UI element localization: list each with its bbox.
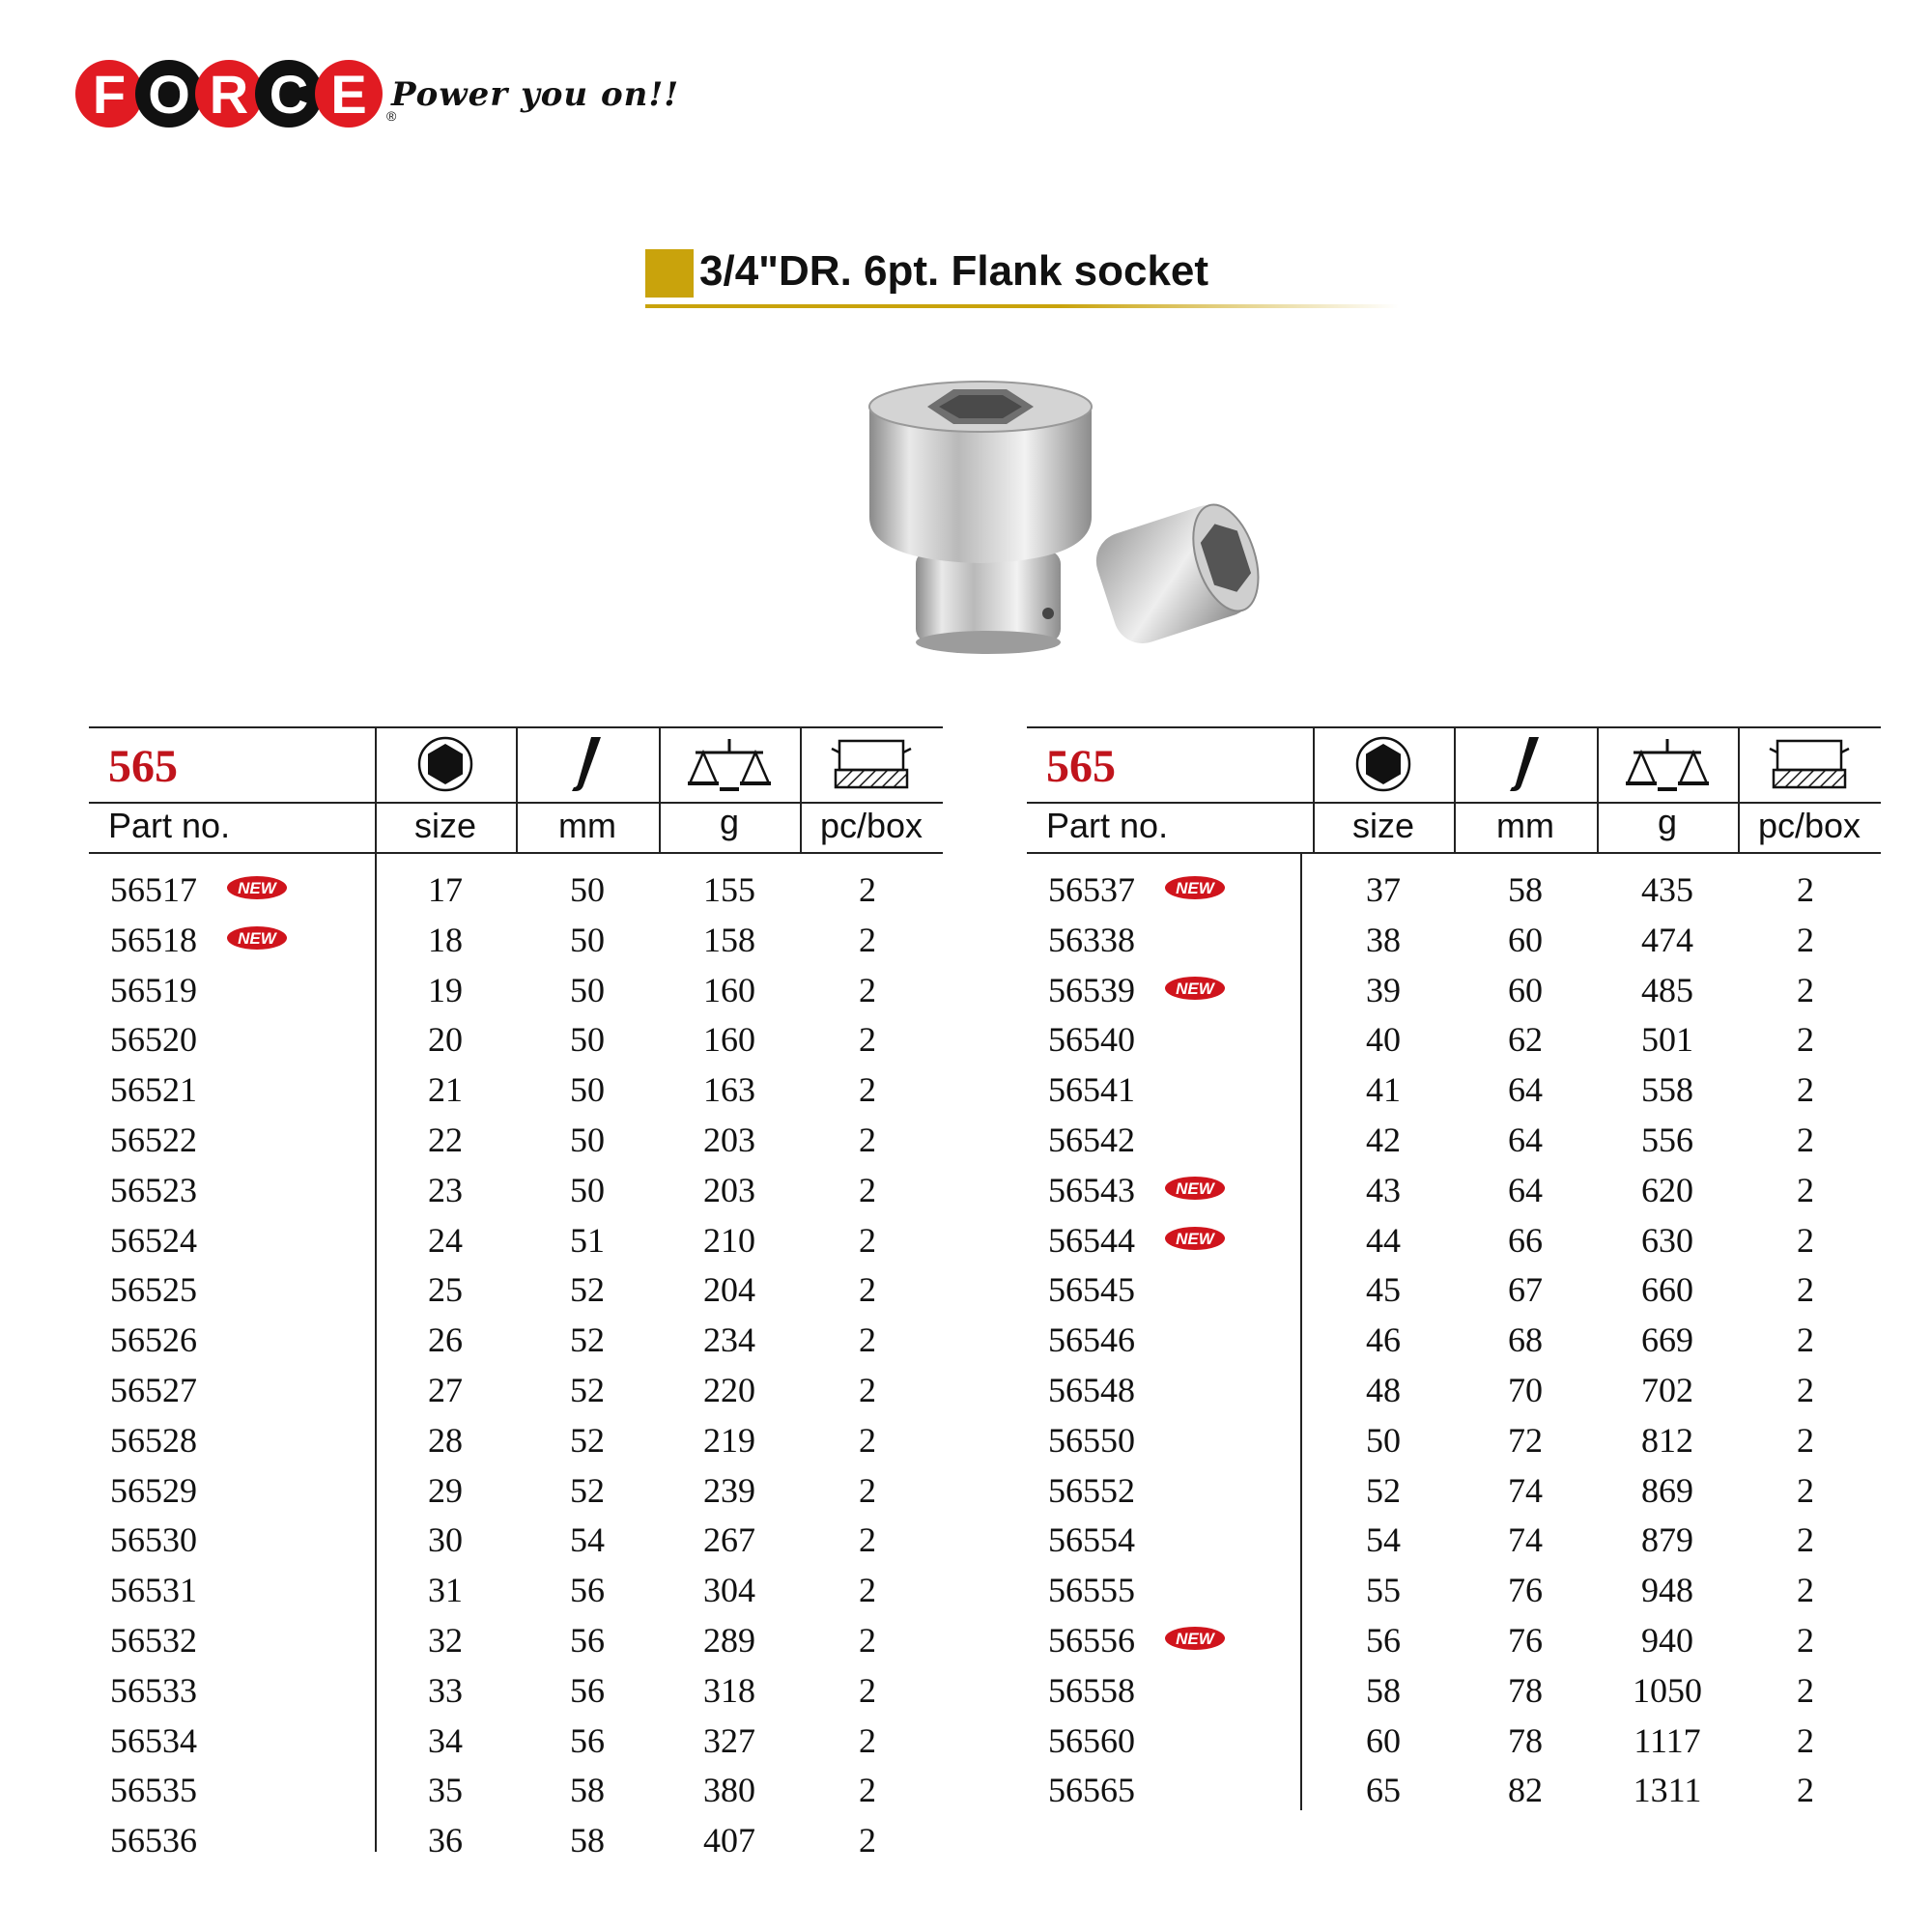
cell-pc: 2: [1797, 1270, 1814, 1310]
cell-g: 289: [703, 1621, 755, 1660]
cell-mm: 76: [1508, 1621, 1543, 1660]
cell-size: 23: [428, 1170, 463, 1209]
part-number: 56525: [110, 1270, 197, 1310]
table-row: [89, 1269, 943, 1320]
cell-g: 702: [1641, 1371, 1693, 1409]
cell-pc: 2: [1797, 1371, 1814, 1409]
table-row: [89, 1170, 943, 1220]
cell-size: 34: [428, 1720, 463, 1760]
part-number: 56520: [110, 1020, 197, 1060]
cell-size: 41: [1366, 1070, 1401, 1110]
logo-balls: [75, 60, 375, 128]
cell-g: 327: [703, 1720, 755, 1760]
cell-mm: 50: [570, 1121, 605, 1159]
cell-pc: 2: [1797, 1320, 1814, 1360]
cell-mm: 56: [570, 1571, 605, 1610]
page-title: 3/4"DR. 6pt. Flank socket: [699, 247, 1209, 295]
cell-mm: 60: [1508, 970, 1543, 1009]
cell-g: 239: [703, 1470, 755, 1510]
part-number: 56529: [110, 1470, 197, 1510]
cell-g: 234: [703, 1320, 755, 1360]
table-row: [1027, 1519, 1881, 1570]
hexagon-socket-icon: [375, 734, 516, 794]
length-l-icon: [1454, 734, 1597, 794]
hexagon-socket-icon: [1313, 734, 1454, 794]
cell-g: 1117: [1634, 1720, 1701, 1760]
cell-pc: 2: [1797, 870, 1814, 909]
cell-pc: 2: [1797, 1771, 1814, 1810]
new-badge-icon: [226, 925, 288, 951]
cell-mm: 56: [570, 1621, 605, 1660]
parts-table-left: [89, 726, 943, 1860]
cell-mm: 56: [570, 1670, 605, 1710]
table-row: [89, 1670, 943, 1720]
cell-mm: 78: [1508, 1670, 1543, 1710]
cell-size: 22: [428, 1121, 463, 1159]
cell-pc: 2: [1797, 970, 1814, 1009]
cell-g: 155: [703, 870, 755, 909]
cell-size: 21: [428, 1070, 463, 1110]
cell-pc: 2: [859, 1720, 876, 1760]
cell-pc: 2: [859, 1821, 876, 1860]
cell-size: 30: [428, 1520, 463, 1560]
title-square-icon: [645, 249, 694, 298]
part-number: 56544: [1048, 1220, 1135, 1260]
cell-pc: 2: [859, 1320, 876, 1360]
cell-size: 40: [1366, 1020, 1401, 1060]
cell-mm: 58: [1508, 870, 1543, 909]
cell-pc: 2: [859, 1571, 876, 1610]
cell-size: 32: [428, 1621, 463, 1660]
cell-g: 501: [1641, 1020, 1693, 1060]
cell-pc: 2: [859, 1771, 876, 1810]
header-g: g: [1657, 802, 1678, 841]
cell-g: 203: [703, 1121, 755, 1159]
cell-mm: 76: [1508, 1571, 1543, 1610]
part-number: 56545: [1048, 1270, 1135, 1310]
series-number: 565: [108, 741, 178, 792]
cell-size: 35: [428, 1771, 463, 1810]
table-row: [1027, 1420, 1881, 1470]
cell-size: 65: [1366, 1771, 1401, 1810]
cell-pc: 2: [1797, 1170, 1814, 1209]
part-number: 56536: [110, 1821, 197, 1860]
cell-pc: 2: [1797, 1720, 1814, 1760]
cell-pc: 2: [1797, 1520, 1814, 1560]
cell-g: 380: [703, 1771, 755, 1810]
part-number: 56560: [1048, 1720, 1135, 1760]
cell-mm: 50: [570, 1170, 605, 1209]
part-number: 56533: [110, 1670, 197, 1710]
table-row: [1027, 1620, 1881, 1670]
cell-mm: 52: [570, 1270, 605, 1310]
logo-letter: E: [315, 60, 383, 128]
table-row: [89, 1720, 943, 1771]
table-row: [89, 1320, 943, 1370]
cell-pc: 2: [859, 1470, 876, 1510]
cell-g: 304: [703, 1571, 755, 1610]
cell-mm: 58: [570, 1771, 605, 1810]
cell-mm: 74: [1508, 1470, 1543, 1510]
cell-pc: 2: [859, 1420, 876, 1460]
part-number: 56534: [110, 1720, 197, 1760]
cell-pc: 2: [859, 1270, 876, 1310]
cell-size: 26: [428, 1320, 463, 1360]
force-logo: [75, 60, 396, 128]
cell-pc: 2: [1797, 1470, 1814, 1510]
cell-pc: 2: [1797, 1571, 1814, 1610]
part-number: 56556: [1048, 1621, 1135, 1660]
part-number: 56552: [1048, 1470, 1135, 1510]
header-pc-box: pc/box: [1757, 806, 1861, 845]
part-number: 56558: [1048, 1670, 1135, 1710]
cell-pc: 2: [859, 1020, 876, 1060]
cell-pc: 2: [1797, 1121, 1814, 1159]
part-number: 56519: [110, 970, 197, 1009]
part-number: 56542: [1048, 1121, 1135, 1159]
part-number: 56543: [1048, 1170, 1135, 1209]
table-row: [89, 869, 943, 920]
table-row: [1027, 1720, 1881, 1771]
cell-mm: 74: [1508, 1520, 1543, 1560]
table-row: [1027, 1170, 1881, 1220]
part-number: 56550: [1048, 1420, 1135, 1460]
cell-size: 42: [1366, 1121, 1401, 1159]
logo-letter: F: [75, 60, 143, 128]
cell-mm: 56: [570, 1720, 605, 1760]
cell-pc: 2: [859, 1220, 876, 1260]
table-row: [89, 1470, 943, 1520]
cell-pc: 2: [859, 1070, 876, 1110]
cell-g: 879: [1641, 1520, 1693, 1560]
part-number: 56554: [1048, 1520, 1135, 1560]
part-number: 56548: [1048, 1371, 1135, 1409]
cell-size: 54: [1366, 1520, 1401, 1560]
cell-mm: 64: [1508, 1170, 1543, 1209]
part-number: 56530: [110, 1520, 197, 1560]
part-number: 56540: [1048, 1020, 1135, 1060]
cell-size: 46: [1366, 1320, 1401, 1360]
new-badge-icon: [1164, 1226, 1226, 1251]
header-g: g: [719, 802, 740, 841]
cell-size: 17: [428, 870, 463, 909]
table-row: [89, 1370, 943, 1420]
cell-g: 948: [1641, 1571, 1693, 1610]
part-number: 56535: [110, 1771, 197, 1810]
cell-g: 158: [703, 920, 755, 959]
header-mm: mm: [558, 806, 616, 845]
part-number: 56517: [110, 870, 197, 909]
table-row: [1027, 1470, 1881, 1520]
cell-pc: 2: [1797, 920, 1814, 959]
cell-mm: 66: [1508, 1220, 1543, 1260]
cell-pc: 2: [859, 1621, 876, 1660]
table-row: [89, 970, 943, 1020]
cell-g: 620: [1641, 1170, 1693, 1209]
part-number: 56523: [110, 1170, 197, 1209]
part-number: 56532: [110, 1621, 197, 1660]
cell-mm: 50: [570, 920, 605, 959]
table-row: [1027, 1320, 1881, 1370]
cell-mm: 52: [570, 1420, 605, 1460]
box-icon: [1738, 734, 1881, 794]
logo-letter: O: [135, 60, 203, 128]
cell-mm: 50: [570, 1020, 605, 1060]
cell-size: 25: [428, 1270, 463, 1310]
new-badge-text: NEW: [1176, 1178, 1214, 1198]
part-number: 56541: [1048, 1070, 1135, 1110]
slogan: Power you on!!: [391, 75, 680, 114]
cell-size: 52: [1366, 1470, 1401, 1510]
cell-size: 38: [1366, 920, 1401, 959]
cell-size: 28: [428, 1420, 463, 1460]
cell-pc: 2: [859, 1520, 876, 1560]
cell-size: 29: [428, 1470, 463, 1510]
table-row: [89, 1820, 943, 1870]
header-part-no: Part no.: [108, 806, 231, 845]
logo-letter: R: [195, 60, 263, 128]
cell-mm: 58: [570, 1821, 605, 1860]
header-mm: mm: [1496, 806, 1554, 845]
cell-size: 19: [428, 970, 463, 1009]
cell-g: 869: [1641, 1470, 1693, 1510]
cell-g: 210: [703, 1220, 755, 1260]
logo-letter: C: [255, 60, 323, 128]
header-pc-box: pc/box: [819, 806, 923, 845]
new-badge-text: NEW: [1176, 879, 1214, 897]
part-number: 56537: [1048, 870, 1135, 909]
cell-pc: 2: [1797, 1670, 1814, 1710]
part-number: 56546: [1048, 1320, 1135, 1360]
cell-size: 60: [1366, 1720, 1401, 1760]
table-row: [1027, 1770, 1881, 1820]
cell-g: 1311: [1633, 1771, 1702, 1810]
cell-mm: 52: [570, 1470, 605, 1510]
cell-mm: 51: [570, 1220, 605, 1260]
cell-mm: 70: [1508, 1371, 1543, 1409]
new-badge-icon: [1164, 875, 1226, 900]
cell-g: 203: [703, 1170, 755, 1209]
new-badge-text: NEW: [238, 879, 276, 897]
new-badge-text: NEW: [1176, 979, 1214, 998]
cell-size: 39: [1366, 970, 1401, 1009]
cell-mm: 68: [1508, 1320, 1543, 1360]
new-badge-icon: [226, 875, 288, 900]
cell-size: 44: [1366, 1220, 1401, 1260]
cell-size: 43: [1366, 1170, 1401, 1209]
table-row: [89, 1220, 943, 1270]
table-row: [1027, 1220, 1881, 1270]
cell-g: 160: [703, 970, 755, 1009]
cell-pc: 2: [859, 1670, 876, 1710]
cell-size: 58: [1366, 1670, 1401, 1710]
cell-g: 660: [1641, 1270, 1693, 1310]
cell-size: 56: [1366, 1621, 1401, 1660]
table-row: [89, 920, 943, 970]
cell-size: 31: [428, 1571, 463, 1610]
cell-size: 27: [428, 1371, 463, 1409]
cell-size: 55: [1366, 1571, 1401, 1610]
cell-g: 556: [1641, 1121, 1693, 1159]
cell-pc: 2: [1797, 1020, 1814, 1060]
box-icon: [800, 734, 943, 794]
cell-mm: 52: [570, 1371, 605, 1409]
cell-g: 435: [1641, 870, 1693, 909]
balance-scale-icon: [1597, 734, 1738, 794]
new-badge-text: NEW: [1176, 1229, 1214, 1248]
cell-size: 24: [428, 1220, 463, 1260]
table-row: [1027, 1069, 1881, 1120]
cell-size: 45: [1366, 1270, 1401, 1310]
part-number: 56528: [110, 1420, 197, 1460]
table-row: [1027, 1370, 1881, 1420]
registered-mark: ®: [386, 108, 397, 124]
cell-mm: 78: [1508, 1720, 1543, 1760]
table-row: [89, 1120, 943, 1170]
table-row: [89, 1620, 943, 1670]
part-number: 56518: [110, 920, 197, 959]
part-number: 56565: [1048, 1771, 1135, 1810]
new-badge-text: NEW: [1176, 1630, 1214, 1648]
cell-size: 33: [428, 1670, 463, 1710]
part-number: 56539: [1048, 970, 1135, 1009]
cell-size: 50: [1366, 1420, 1401, 1460]
table-row: [1027, 1120, 1881, 1170]
cell-pc: 2: [1797, 1420, 1814, 1460]
header-part-no: Part no.: [1046, 806, 1169, 845]
part-number: 56555: [1048, 1571, 1135, 1610]
cell-mm: 50: [570, 1070, 605, 1110]
cell-mm: 50: [570, 970, 605, 1009]
table-row: [89, 1770, 943, 1820]
cell-mm: 54: [570, 1520, 605, 1560]
table-row: [89, 1420, 943, 1470]
table-row: [1027, 1269, 1881, 1320]
balance-scale-icon: [659, 734, 800, 794]
cell-pc: 2: [859, 1121, 876, 1159]
table-row: [89, 1570, 943, 1620]
part-number: 56338: [1048, 920, 1135, 959]
cell-g: 318: [703, 1670, 755, 1710]
part-number: 56527: [110, 1371, 197, 1409]
new-badge-icon: [1164, 1626, 1226, 1651]
cell-mm: 82: [1508, 1771, 1543, 1810]
cell-g: 558: [1641, 1070, 1693, 1110]
cell-pc: 2: [859, 870, 876, 909]
cell-g: 1050: [1633, 1670, 1702, 1710]
cell-g: 940: [1641, 1621, 1693, 1660]
cell-size: 20: [428, 1020, 463, 1060]
cell-g: 812: [1641, 1420, 1693, 1460]
new-badge-icon: [1164, 1176, 1226, 1201]
cell-mm: 64: [1508, 1121, 1543, 1159]
table-row: [89, 1069, 943, 1120]
header-size: size: [413, 806, 477, 845]
cell-pc: 2: [859, 1170, 876, 1209]
cell-pc: 2: [859, 920, 876, 959]
cell-g: 485: [1641, 970, 1693, 1009]
cell-g: 163: [703, 1070, 755, 1110]
part-number: 56531: [110, 1571, 197, 1610]
cell-mm: 50: [570, 870, 605, 909]
cell-mm: 60: [1508, 920, 1543, 959]
cell-mm: 72: [1508, 1420, 1543, 1460]
cell-g: 630: [1641, 1220, 1693, 1260]
cell-pc: 2: [1797, 1220, 1814, 1260]
cell-pc: 2: [1797, 1621, 1814, 1660]
table-row: [1027, 1019, 1881, 1069]
series-number: 565: [1046, 741, 1116, 792]
table-row: [1027, 869, 1881, 920]
cell-size: 48: [1366, 1371, 1401, 1409]
socket-photo: [860, 372, 1285, 662]
table-row: [1027, 970, 1881, 1020]
parts-table-right: [1027, 726, 1881, 1818]
cell-size: 18: [428, 920, 463, 959]
part-number: 56526: [110, 1320, 197, 1360]
cell-mm: 62: [1508, 1020, 1543, 1060]
cell-mm: 67: [1508, 1270, 1543, 1310]
cell-g: 204: [703, 1270, 755, 1310]
table-row: [1027, 1670, 1881, 1720]
length-l-icon: [516, 734, 659, 794]
cell-pc: 2: [859, 1371, 876, 1409]
table-row: [1027, 1570, 1881, 1620]
part-number: 56522: [110, 1121, 197, 1159]
table-row: [89, 1019, 943, 1069]
cell-g: 267: [703, 1520, 755, 1560]
cell-mm: 52: [570, 1320, 605, 1360]
part-number: 56521: [110, 1070, 197, 1110]
cell-pc: 2: [859, 970, 876, 1009]
cell-size: 36: [428, 1821, 463, 1860]
title-underline: [645, 304, 1399, 308]
cell-size: 37: [1366, 870, 1401, 909]
table-row: [89, 1519, 943, 1570]
cell-g: 160: [703, 1020, 755, 1060]
cell-g: 407: [703, 1821, 755, 1860]
new-badge-text: NEW: [238, 928, 276, 948]
cell-g: 220: [703, 1371, 755, 1409]
cell-mm: 64: [1508, 1070, 1543, 1110]
cell-g: 474: [1641, 920, 1693, 959]
header-size: size: [1351, 806, 1415, 845]
cell-g: 669: [1641, 1320, 1693, 1360]
cell-pc: 2: [1797, 1070, 1814, 1110]
table-row: [1027, 920, 1881, 970]
cell-g: 219: [703, 1420, 755, 1460]
new-badge-icon: [1164, 976, 1226, 1001]
part-number: 56524: [110, 1220, 197, 1260]
